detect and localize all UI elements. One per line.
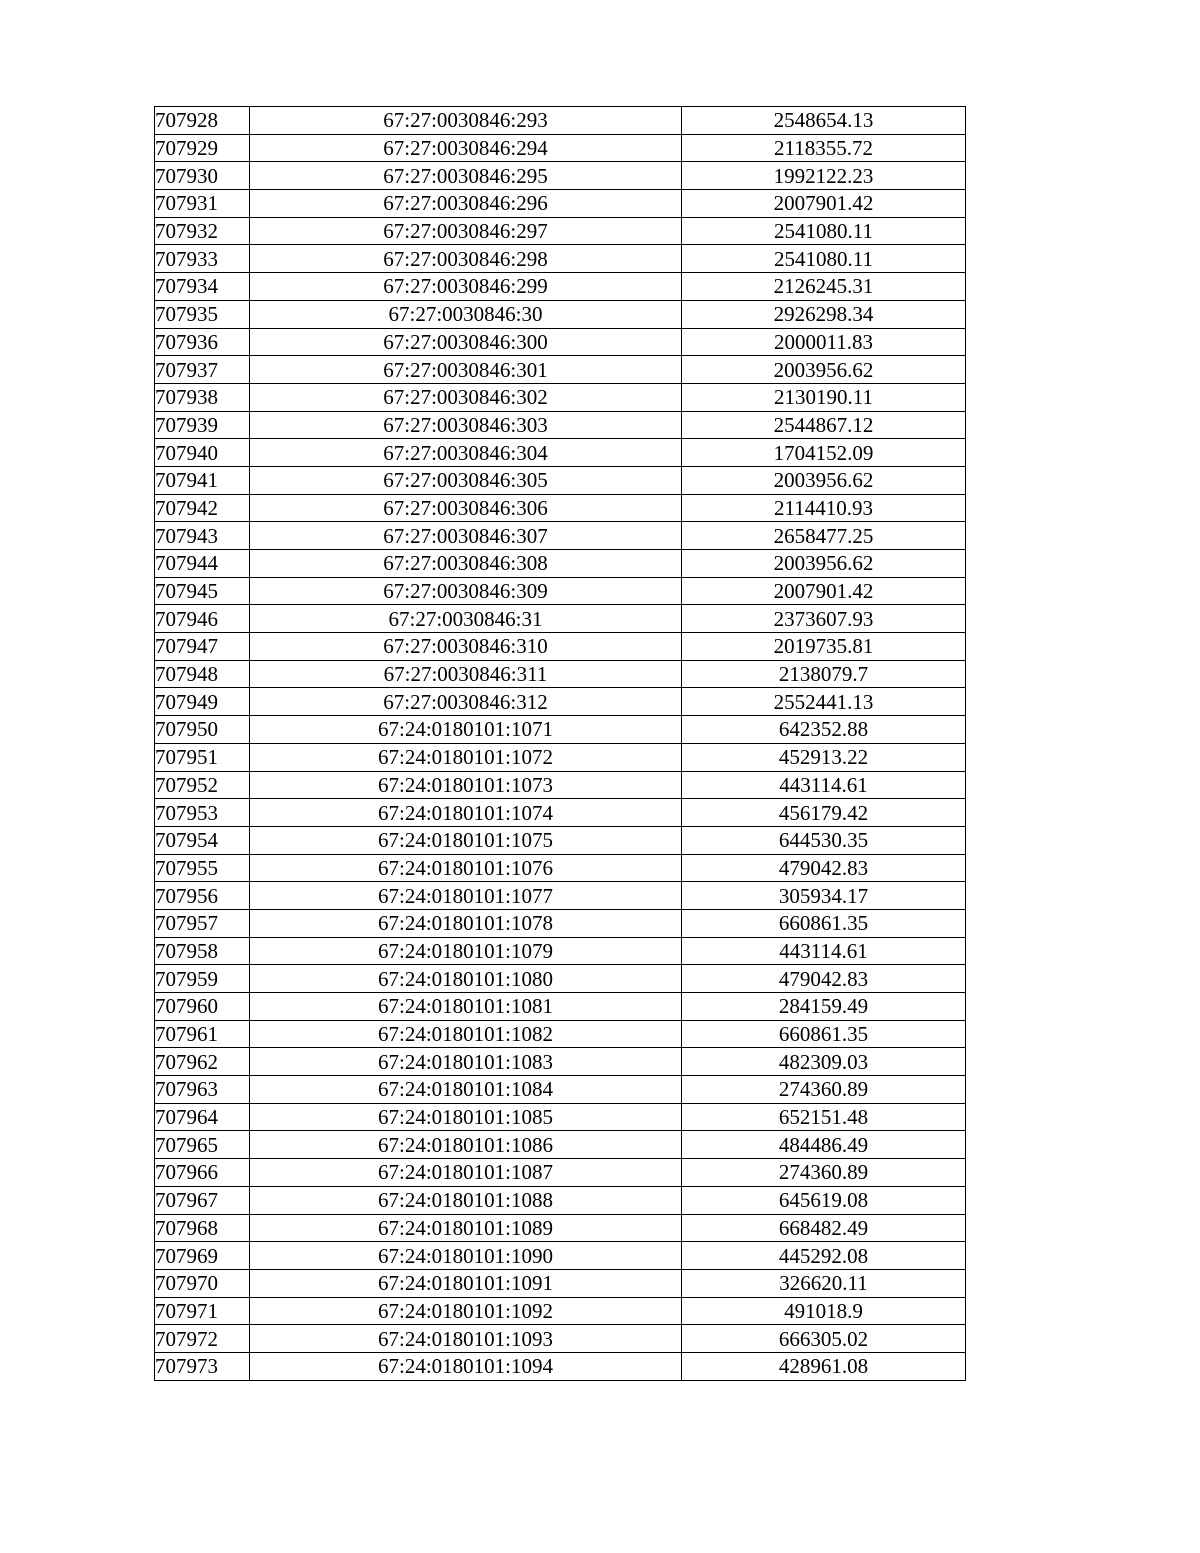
cadastral-value-cell: 660861.35 xyxy=(682,909,966,937)
cadastral-value-cell: 2544867.12 xyxy=(682,411,966,439)
row-id-cell: 707958 xyxy=(155,937,250,965)
row-id-cell: 707949 xyxy=(155,688,250,716)
table-row xyxy=(155,1352,966,1380)
row-id-cell: 707973 xyxy=(155,1352,250,1380)
cadastral-value-cell: 2541080.11 xyxy=(682,245,966,273)
cadastral-value-cell: 484486.49 xyxy=(682,1131,966,1159)
table-row xyxy=(155,1214,966,1242)
cadastral-value-cell: 274360.89 xyxy=(682,1159,966,1187)
cadastral-value-cell: 2118355.72 xyxy=(682,134,966,162)
row-id-cell: 707946 xyxy=(155,605,250,633)
cadastral-value-cell: 2019735.81 xyxy=(682,633,966,661)
cadastral-value-cell: 428961.08 xyxy=(682,1352,966,1380)
cadastral-number-cell: 67:27:0030846:305 xyxy=(250,466,682,494)
row-id-cell: 707948 xyxy=(155,660,250,688)
row-id-cell: 707959 xyxy=(155,965,250,993)
row-id-cell: 707965 xyxy=(155,1131,250,1159)
cadastral-number-cell: 67:24:0180101:1084 xyxy=(250,1076,682,1104)
row-id-cell: 707970 xyxy=(155,1269,250,1297)
row-id-cell: 707941 xyxy=(155,466,250,494)
row-id-cell: 707966 xyxy=(155,1159,250,1187)
cadastral-value-cell: 652151.48 xyxy=(682,1103,966,1131)
cadastral-number-cell: 67:24:0180101:1073 xyxy=(250,771,682,799)
cadastral-value-cell: 666305.02 xyxy=(682,1325,966,1353)
table-row xyxy=(155,107,966,135)
row-id-cell: 707938 xyxy=(155,383,250,411)
cadastral-value-cell: 2114410.93 xyxy=(682,494,966,522)
cadastral-value-cell: 642352.88 xyxy=(682,716,966,744)
cadastral-number-cell: 67:27:0030846:298 xyxy=(250,245,682,273)
row-id-cell: 707930 xyxy=(155,162,250,190)
row-id-cell: 707931 xyxy=(155,190,250,218)
cadastral-value-cell: 660861.35 xyxy=(682,1020,966,1048)
cadastral-number-cell: 67:24:0180101:1094 xyxy=(250,1352,682,1380)
row-id-cell: 707963 xyxy=(155,1076,250,1104)
cadastral-value-cell: 2003956.62 xyxy=(682,466,966,494)
table-row xyxy=(155,356,966,384)
cadastral-value-cell: 668482.49 xyxy=(682,1214,966,1242)
row-id-cell: 707932 xyxy=(155,217,250,245)
table-row xyxy=(155,799,966,827)
cadastral-number-cell: 67:24:0180101:1077 xyxy=(250,882,682,910)
cadastral-value-cell: 2373607.93 xyxy=(682,605,966,633)
cadastral-value-cell: 2548654.13 xyxy=(682,107,966,135)
row-id-cell: 707969 xyxy=(155,1242,250,1270)
table-row xyxy=(155,688,966,716)
cadastral-value-table xyxy=(154,106,966,1381)
cadastral-number-cell: 67:24:0180101:1090 xyxy=(250,1242,682,1270)
cadastral-number-cell: 67:27:0030846:303 xyxy=(250,411,682,439)
cadastral-value-cell: 452913.22 xyxy=(682,743,966,771)
cadastral-value-cell: 2126245.31 xyxy=(682,273,966,301)
cadastral-value-cell: 2000011.83 xyxy=(682,328,966,356)
table-body xyxy=(155,107,966,1381)
table-row xyxy=(155,466,966,494)
cadastral-value-cell: 479042.83 xyxy=(682,965,966,993)
table-row xyxy=(155,300,966,328)
table-row xyxy=(155,965,966,993)
row-id-cell: 707950 xyxy=(155,716,250,744)
table-row xyxy=(155,577,966,605)
table-row xyxy=(155,190,966,218)
cadastral-number-cell: 67:24:0180101:1080 xyxy=(250,965,682,993)
row-id-cell: 707936 xyxy=(155,328,250,356)
cadastral-number-cell: 67:24:0180101:1078 xyxy=(250,909,682,937)
table-row xyxy=(155,743,966,771)
cadastral-number-cell: 67:27:0030846:306 xyxy=(250,494,682,522)
table-row xyxy=(155,494,966,522)
table-row xyxy=(155,771,966,799)
cadastral-number-cell: 67:24:0180101:1076 xyxy=(250,854,682,882)
table-row xyxy=(155,217,966,245)
cadastral-number-cell: 67:27:0030846:304 xyxy=(250,439,682,467)
cadastral-number-cell: 67:24:0180101:1082 xyxy=(250,1020,682,1048)
cadastral-value-cell: 2541080.11 xyxy=(682,217,966,245)
cadastral-number-cell: 67:24:0180101:1093 xyxy=(250,1325,682,1353)
row-id-cell: 707952 xyxy=(155,771,250,799)
row-id-cell: 707961 xyxy=(155,1020,250,1048)
cadastral-number-cell: 67:27:0030846:295 xyxy=(250,162,682,190)
table-row xyxy=(155,633,966,661)
row-id-cell: 707967 xyxy=(155,1186,250,1214)
table-row xyxy=(155,660,966,688)
cadastral-number-cell: 67:24:0180101:1081 xyxy=(250,993,682,1021)
row-id-cell: 707964 xyxy=(155,1103,250,1131)
row-id-cell: 707962 xyxy=(155,1048,250,1076)
table-row xyxy=(155,937,966,965)
cadastral-value-cell: 2003956.62 xyxy=(682,550,966,578)
cadastral-number-cell: 67:27:0030846:307 xyxy=(250,522,682,550)
table-row xyxy=(155,854,966,882)
row-id-cell: 707933 xyxy=(155,245,250,273)
table-row xyxy=(155,993,966,1021)
cadastral-value-cell: 2552441.13 xyxy=(682,688,966,716)
cadastral-number-cell: 67:24:0180101:1088 xyxy=(250,1186,682,1214)
table-row xyxy=(155,1242,966,1270)
cadastral-number-cell: 67:27:0030846:293 xyxy=(250,107,682,135)
row-id-cell: 707937 xyxy=(155,356,250,384)
row-id-cell: 707951 xyxy=(155,743,250,771)
cadastral-value-cell: 2138079.7 xyxy=(682,660,966,688)
cadastral-number-cell: 67:24:0180101:1086 xyxy=(250,1131,682,1159)
table-row xyxy=(155,439,966,467)
row-id-cell: 707940 xyxy=(155,439,250,467)
row-id-cell: 707960 xyxy=(155,993,250,1021)
table-row xyxy=(155,162,966,190)
cadastral-number-cell: 67:24:0180101:1079 xyxy=(250,937,682,965)
table-row xyxy=(155,882,966,910)
table-row xyxy=(155,273,966,301)
row-id-cell: 707929 xyxy=(155,134,250,162)
cadastral-number-cell: 67:27:0030846:299 xyxy=(250,273,682,301)
row-id-cell: 707968 xyxy=(155,1214,250,1242)
table-row xyxy=(155,1269,966,1297)
row-id-cell: 707942 xyxy=(155,494,250,522)
table-row xyxy=(155,1159,966,1187)
cadastral-value-cell: 479042.83 xyxy=(682,854,966,882)
table-row xyxy=(155,328,966,356)
cadastral-value-cell: 2130190.11 xyxy=(682,383,966,411)
table-row xyxy=(155,1103,966,1131)
cadastral-value-cell: 2007901.42 xyxy=(682,577,966,605)
table-row xyxy=(155,411,966,439)
cadastral-number-cell: 67:27:0030846:294 xyxy=(250,134,682,162)
row-id-cell: 707939 xyxy=(155,411,250,439)
row-id-cell: 707935 xyxy=(155,300,250,328)
cadastral-number-cell: 67:27:0030846:311 xyxy=(250,660,682,688)
cadastral-number-cell: 67:24:0180101:1092 xyxy=(250,1297,682,1325)
row-id-cell: 707947 xyxy=(155,633,250,661)
table-row xyxy=(155,1325,966,1353)
table-row xyxy=(155,826,966,854)
cadastral-value-cell: 2658477.25 xyxy=(682,522,966,550)
cadastral-number-cell: 67:24:0180101:1087 xyxy=(250,1159,682,1187)
row-id-cell: 707971 xyxy=(155,1297,250,1325)
cadastral-number-cell: 67:27:0030846:300 xyxy=(250,328,682,356)
cadastral-number-cell: 67:27:0030846:312 xyxy=(250,688,682,716)
table-row xyxy=(155,909,966,937)
cadastral-number-cell: 67:24:0180101:1091 xyxy=(250,1269,682,1297)
cadastral-number-cell: 67:24:0180101:1075 xyxy=(250,826,682,854)
row-id-cell: 707955 xyxy=(155,854,250,882)
cadastral-value-cell: 2003956.62 xyxy=(682,356,966,384)
cadastral-number-cell: 67:27:0030846:308 xyxy=(250,550,682,578)
cadastral-value-cell: 284159.49 xyxy=(682,993,966,1021)
cadastral-value-cell: 443114.61 xyxy=(682,771,966,799)
table-row xyxy=(155,245,966,273)
cadastral-value-cell: 443114.61 xyxy=(682,937,966,965)
cadastral-number-cell: 67:27:0030846:309 xyxy=(250,577,682,605)
table-row xyxy=(155,134,966,162)
table-row xyxy=(155,605,966,633)
cadastral-value-cell: 274360.89 xyxy=(682,1076,966,1104)
row-id-cell: 707972 xyxy=(155,1325,250,1353)
cadastral-number-cell: 67:24:0180101:1074 xyxy=(250,799,682,827)
cadastral-value-cell: 456179.42 xyxy=(682,799,966,827)
table-row xyxy=(155,550,966,578)
cadastral-value-cell: 305934.17 xyxy=(682,882,966,910)
row-id-cell: 707943 xyxy=(155,522,250,550)
cadastral-value-cell: 645619.08 xyxy=(682,1186,966,1214)
table-row xyxy=(155,1048,966,1076)
row-id-cell: 707954 xyxy=(155,826,250,854)
cadastral-number-cell: 67:27:0030846:296 xyxy=(250,190,682,218)
cadastral-value-cell: 1704152.09 xyxy=(682,439,966,467)
table-row xyxy=(155,1131,966,1159)
cadastral-number-cell: 67:27:0030846:302 xyxy=(250,383,682,411)
cadastral-number-cell: 67:27:0030846:297 xyxy=(250,217,682,245)
row-id-cell: 707945 xyxy=(155,577,250,605)
table-row xyxy=(155,522,966,550)
row-id-cell: 707953 xyxy=(155,799,250,827)
cadastral-value-cell: 326620.11 xyxy=(682,1269,966,1297)
row-id-cell: 707944 xyxy=(155,550,250,578)
table-row xyxy=(155,1076,966,1104)
cadastral-number-cell: 67:24:0180101:1089 xyxy=(250,1214,682,1242)
cadastral-value-cell: 445292.08 xyxy=(682,1242,966,1270)
row-id-cell: 707957 xyxy=(155,909,250,937)
cadastral-number-cell: 67:27:0030846:301 xyxy=(250,356,682,384)
table-row xyxy=(155,1186,966,1214)
cadastral-number-cell: 67:27:0030846:310 xyxy=(250,633,682,661)
row-id-cell: 707928 xyxy=(155,107,250,135)
cadastral-number-cell: 67:24:0180101:1085 xyxy=(250,1103,682,1131)
cadastral-value-cell: 491018.9 xyxy=(682,1297,966,1325)
table-row xyxy=(155,1020,966,1048)
cadastral-number-cell: 67:27:0030846:30 xyxy=(250,300,682,328)
table-row xyxy=(155,383,966,411)
cadastral-number-cell: 67:24:0180101:1071 xyxy=(250,716,682,744)
cadastral-value-cell: 2926298.34 xyxy=(682,300,966,328)
table-row xyxy=(155,1297,966,1325)
table-row xyxy=(155,716,966,744)
cadastral-value-cell: 644530.35 xyxy=(682,826,966,854)
cadastral-number-cell: 67:24:0180101:1083 xyxy=(250,1048,682,1076)
row-id-cell: 707934 xyxy=(155,273,250,301)
cadastral-number-cell: 67:24:0180101:1072 xyxy=(250,743,682,771)
cadastral-value-cell: 482309.03 xyxy=(682,1048,966,1076)
cadastral-value-cell: 2007901.42 xyxy=(682,190,966,218)
cadastral-number-cell: 67:27:0030846:31 xyxy=(250,605,682,633)
row-id-cell: 707956 xyxy=(155,882,250,910)
cadastral-value-cell: 1992122.23 xyxy=(682,162,966,190)
